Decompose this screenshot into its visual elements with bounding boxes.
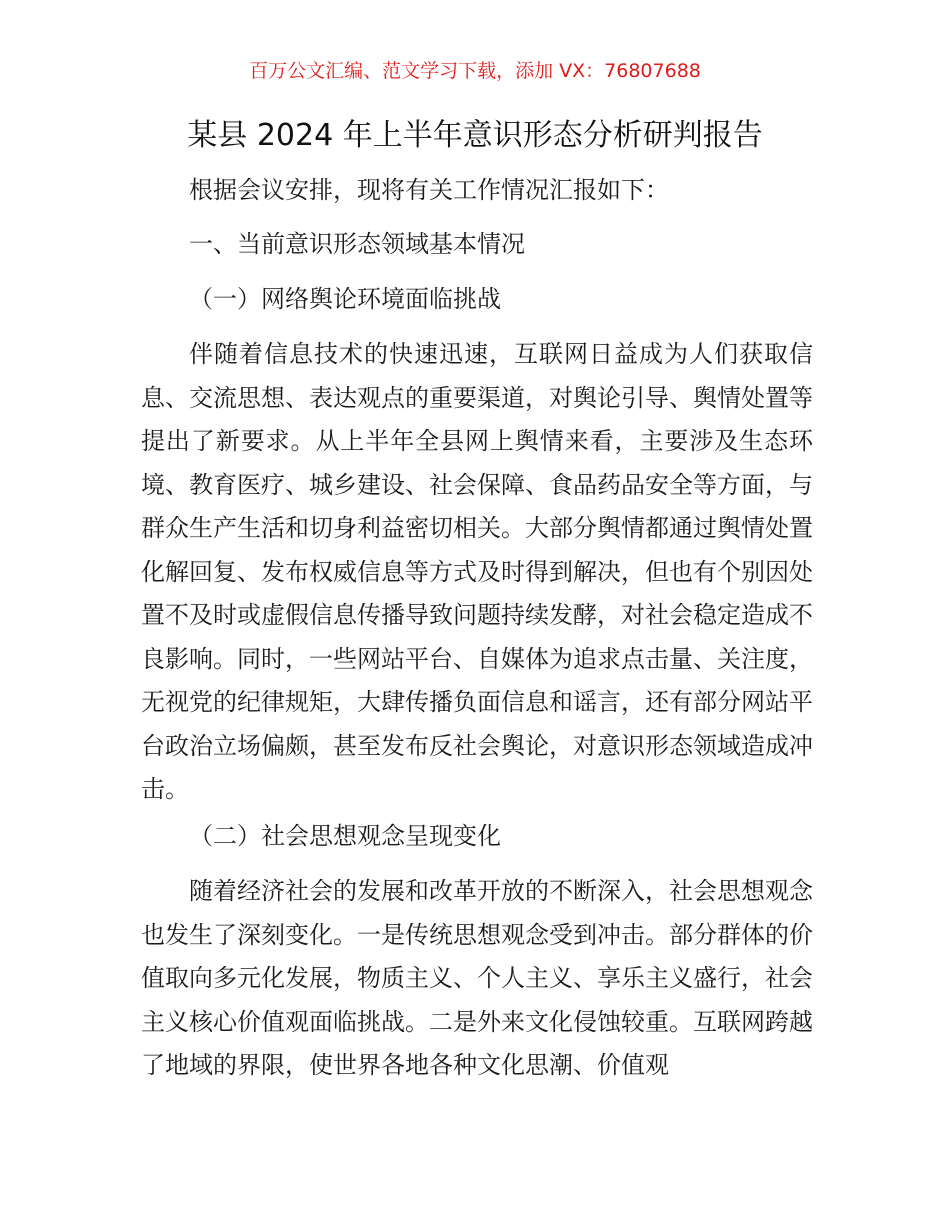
paragraph-2: 随着经济社会的发展和改革开放的不断深入，社会思想观念也发生了深刻变化。一是传统思想观念受到冲击。部分群体的价值取向多元化发展，物质主义、个人主义、享乐主义盛行，社会主义核心价值观面临挑战。二是外来文化侵蚀较重。互联网跨越了地域的界限，使世界各地各种文化思潮、价值观 — [141, 877, 813, 1079]
subsection-heading-1: （一）网络舆论环境面临挑战 — [189, 285, 501, 313]
intro-text: 根据会议安排，现将有关工作情况汇报如下： — [189, 176, 669, 204]
section-heading-1: 一、当前意识形态领域基本情况 — [189, 230, 525, 258]
subsection-heading-2: （二）社会思想观念呈现变化 — [189, 822, 501, 850]
paragraph-1: 伴随着信息技术的快速迅速，互联网日益成为人们获取信息、交流思想、表达观点的重要渠道，对舆论引导、舆情处置等提出了新要求。从上半年全县网上舆情来看，主要涉及生态环境、教育医疗、城乡建设、社会保障、食品药品安全等方面，与群众生产生活和切身利益密切相关。大部分舆情都通过舆情处置化解回复、发布权威信息等方式及时得到解决，但也有个别因处置不及时或虚假信息传播导致问题持续发酵，对社会稳定造成不良影响。同时，一些网站平台、自媒体为追求点击量、关注度，无视党的纪律规矩，大肆传播负面信息和谣言，还有部分网站平台政治立场偏颇，甚至发布反社会舆论，对意识形态领域造成冲击。 — [141, 340, 813, 803]
document-title: 某县 2024 年上半年意识形态分析研判报告 — [187, 118, 763, 153]
watermark-header: 百万公文汇编、范文学习下载，添加 VX：76807688 — [249, 60, 701, 82]
